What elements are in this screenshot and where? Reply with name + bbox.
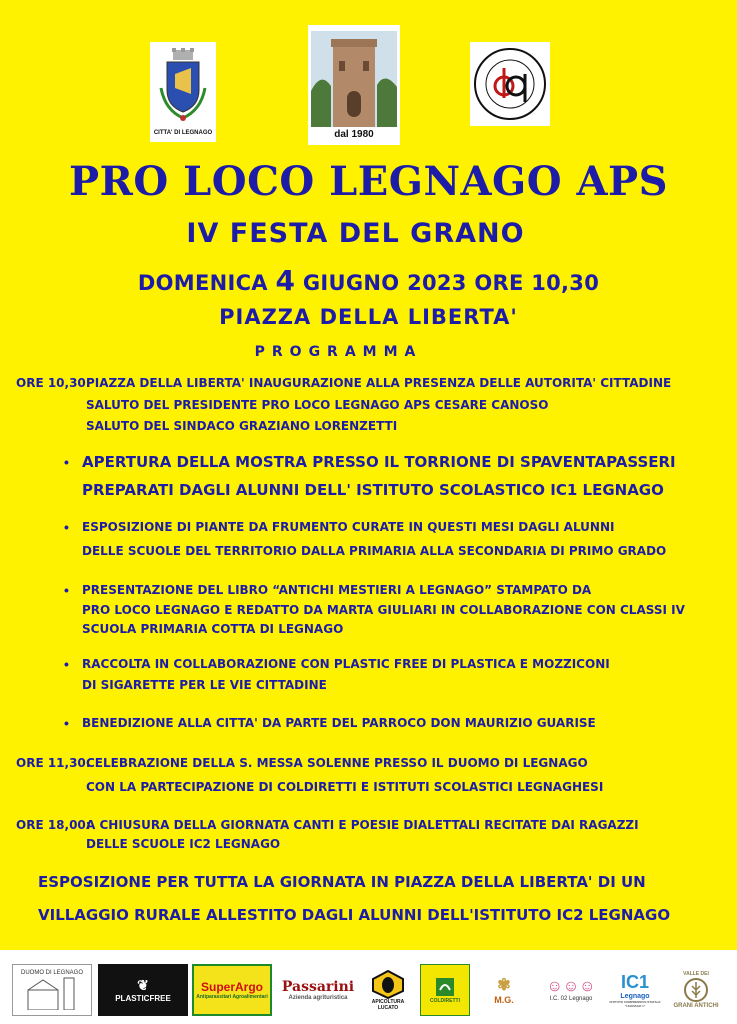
bee-icon: [370, 969, 406, 999]
bullet-5-line-a: BENEDIZIONE ALLA CITTA' DA PARTE DEL PARROCO DON MAURIZIO GUARISE: [82, 716, 596, 730]
city-caption: CITTA' DI LEGNAGO: [153, 130, 213, 136]
children-icon: ☺☺☺: [546, 978, 596, 995]
sponsor-ic2-label: I.C. 02 Legnago: [549, 996, 593, 1002]
ic1-logo-icon: IC1: [620, 972, 649, 992]
church-icon: [22, 976, 82, 1010]
sponsor-passarini-label: Passarini: [281, 979, 355, 995]
bullet-4-line-a: RACCOLTA IN COLLABORAZIONE CON PLASTIC FREE DI PLASTICA E MOZZICONI: [82, 657, 610, 671]
bullet-dot: •: [64, 519, 69, 535]
bullet-3-line-c: SCUOLA PRIMARIA COTTA DI LEGNAGO: [82, 622, 344, 636]
date-prefix: DOMENICA: [137, 271, 268, 295]
bullet-3-line-a: PRESENTAZIONE DEL LIBRO “ANTICHI MESTIERI A LEGNAGO” STAMPATO DA: [82, 583, 592, 597]
tower-image: [311, 31, 397, 127]
program-line-3a: A CHIUSURA DELLA GIORNATA CANTI E POESIE DIALETTALI RECITATE DAI RAGAZZI: [86, 818, 639, 832]
sponsor-coldiretti-label: COLDIRETTI: [430, 998, 460, 1004]
sponsor-ic1-label: Legnago: [620, 993, 650, 1000]
sponsor-campagna-label: M.G.: [494, 995, 514, 1005]
city-crest-logo: [150, 42, 216, 142]
sponsor-superargo-label: SuperArgo: [200, 980, 263, 994]
crest-icon: [155, 48, 211, 126]
sponsor-campagna: [476, 964, 532, 1016]
bullet-dot: •: [64, 454, 69, 470]
sponsor-ic1-sub: ISTITUTO COMPRENSIVO STATALE "LEGNAGO 1": [609, 1000, 661, 1008]
grain-circle-icon: [683, 977, 709, 1003]
bullet-1-line-a: APERTURA DELLA MOSTRA PRESSO IL TORRIONE DI SPAVENTAPASSERI: [82, 453, 676, 471]
event-place: PIAZZA DELLA LIBERTA': [219, 305, 518, 329]
sponsor-apicoltura: [362, 964, 414, 1016]
sponsor-duomo: [12, 964, 92, 1016]
sponsor-grani-antichi: [668, 964, 724, 1016]
date-suffix: GIUGNO 2023 ORE 10,30: [302, 271, 600, 295]
sponsor-ic1: [608, 964, 662, 1016]
bullet-dot: •: [64, 656, 69, 672]
sponsor-passarini-sub: Azienda agrituristica: [288, 995, 348, 1001]
tower-photo: [308, 25, 400, 145]
bullet-dot: •: [64, 715, 69, 731]
sponsor-apicoltura-label: APICOLTURA LUCATO: [371, 999, 405, 1011]
program-line-1c: SALUTO DEL SINDACO GRAZIANO LORENZETTI: [86, 419, 398, 433]
sponsor-superargo-sub: Antiparassitari Agroalimentari: [196, 994, 268, 1000]
event-title: IV FESTA DEL GRANO: [186, 218, 525, 249]
sponsor-ic2: [540, 964, 602, 1016]
program-line-1a: PIAZZA DELLA LIBERTA' INAUGURAZIONE ALLA PRESENZA DELLE AUTORITA' CITTADINE: [86, 376, 672, 390]
date-day: 4: [275, 264, 296, 297]
program-line-2b: CON LA PARTECIPAZIONE DI COLDIRETTI E ISTITUTI SCOLASTICI LEGNAGHESI: [86, 780, 604, 794]
program-line-2a: CELEBRAZIONE DELLA S. MESSA SOLENNE PRESSO IL DUOMO DI LEGNAGO: [86, 756, 588, 770]
sponsor-grani-label: GRANI ANTICHI: [673, 1003, 719, 1009]
sponsor-duomo-label: DUOMO DI LEGNAGO: [20, 970, 83, 976]
sponsor-passarini: [278, 964, 358, 1016]
program-line-1b: SALUTO DEL PRESIDENTE PRO LOCO LEGNAGO APS CESARE CANOSO: [86, 398, 549, 412]
proloco-consortium-logo: [470, 42, 550, 126]
time-1030: ORE 10,30:: [16, 376, 91, 390]
programma-heading: PROGRAMMA: [254, 344, 423, 360]
bullet-1-line-b: PREPARATI DAGLI ALUNNI DELL' ISTITUTO SCOLASTICO IC1 LEGNAGO: [82, 481, 664, 499]
bullet-dot: •: [64, 582, 69, 598]
tower-caption: dal 1980: [334, 128, 374, 140]
bullet-3-line-b: PRO LOCO LEGNAGO E REDATTO DA MARTA GIULIARI IN COLLABORAZIONE CON CLASSI IV: [82, 603, 685, 617]
proloco-ring-icon: [472, 46, 548, 122]
sponsor-plasticfree-label: PLASTICFREE: [115, 994, 171, 1003]
program-line-3b: DELLE SCUOLE IC2 LEGNAGO: [86, 837, 281, 851]
sponsor-plasticfree: [98, 964, 188, 1016]
bullet-2-line-a: ESPOSIZIONE DI PIANTE DA FRUMENTO CURATE IN QUESTI MESI DAGLI ALUNNI: [82, 520, 615, 534]
footer-line-1: ESPOSIZIONE PER TUTTA LA GIORNATA IN PIAZZA DELLA LIBERTA' DI UN: [38, 873, 646, 891]
coldiretti-icon: [434, 976, 456, 998]
bullet-4-line-b: DI SIGARETTE PER LE VIE CITTADINE: [82, 678, 327, 692]
leaf-icon: ❦: [137, 977, 149, 993]
time-1130: ORE 11,30:: [16, 756, 91, 770]
event-date: [0, 264, 737, 297]
sponsor-grani-top: VALLE DEI: [683, 971, 709, 977]
main-title: PRO LOCO LEGNAGO APS: [69, 158, 668, 205]
wheat-icon: ✾: [497, 977, 511, 994]
sponsor-coldiretti: [420, 964, 470, 1016]
time-1800: ORE 18,00:: [16, 818, 91, 832]
bullet-2-line-b: DELLE SCUOLE DEL TERRITORIO DALLA PRIMARIA ALLA SECONDARIA DI PRIMO GRADO: [82, 544, 667, 558]
sponsor-superargo: [192, 964, 272, 1016]
footer-line-2: VILLAGGIO RURALE ALLESTITO DAGLI ALUNNI DELL'ISTITUTO IC2 LEGNAGO: [38, 906, 671, 924]
sponsor-strip: [0, 950, 737, 1024]
